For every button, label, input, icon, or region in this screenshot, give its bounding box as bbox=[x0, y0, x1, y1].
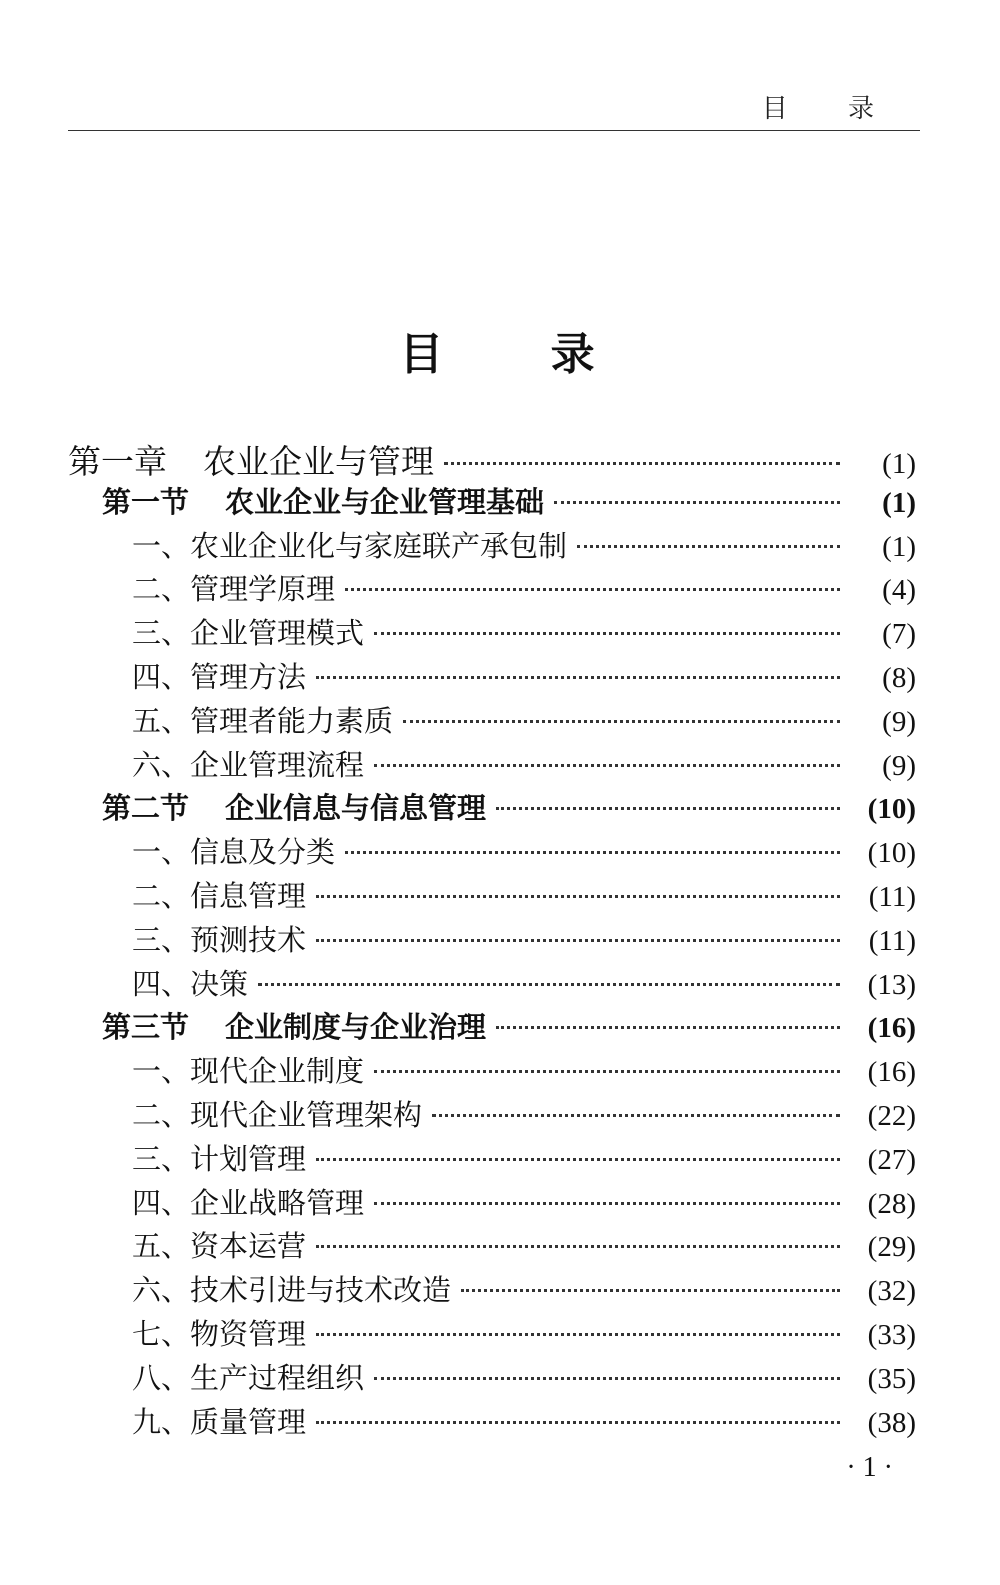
toc-entry-item bbox=[68, 1268, 916, 1312]
toc-leader-dots bbox=[577, 545, 840, 548]
toc-entry-label bbox=[132, 1049, 364, 1090]
toc-entry-number: 六、 bbox=[132, 1273, 191, 1308]
toc-entry-page: (9) bbox=[882, 749, 916, 782]
toc-entry-number: 九、 bbox=[132, 1404, 191, 1439]
toc-entry-title: 质量管理 bbox=[190, 1404, 307, 1439]
toc-entry-page: (10) bbox=[867, 837, 916, 870]
toc-entry-title: 信息管理 bbox=[190, 878, 307, 913]
toc-entry-page: (32) bbox=[867, 1275, 916, 1308]
toc-leader-dots bbox=[316, 1333, 840, 1336]
toc-entry-page: (1) bbox=[882, 530, 916, 563]
toc-entry-item bbox=[68, 743, 916, 787]
toc-entry-page: (38) bbox=[867, 1406, 916, 1439]
toc-entry-number: 七、 bbox=[132, 1316, 191, 1351]
page-number: · 1 · bbox=[846, 1452, 893, 1483]
toc-entry-label bbox=[132, 1268, 451, 1309]
toc-entry-label bbox=[102, 786, 486, 827]
toc-entry-number: 六、 bbox=[132, 747, 191, 782]
toc-entry-label bbox=[132, 699, 393, 740]
toc-entry-number: 四、 bbox=[132, 966, 191, 1001]
toc-entry-number: 一、 bbox=[132, 528, 191, 563]
toc-leader-dots bbox=[316, 895, 840, 898]
toc-entry-number: 第二节 bbox=[102, 791, 190, 826]
toc-entry-label bbox=[132, 1400, 306, 1441]
toc-entry-page: (22) bbox=[867, 1099, 916, 1132]
toc-entry-title: 企业制度与企业治理 bbox=[225, 1010, 487, 1045]
toc-entry-title: 决策 bbox=[190, 966, 249, 1001]
toc-entry-title: 生产过程组织 bbox=[190, 1360, 365, 1395]
toc-entry-label bbox=[132, 962, 248, 1003]
toc-entry-title: 物资管理 bbox=[190, 1316, 307, 1351]
toc-entry-item bbox=[68, 699, 916, 743]
toc-entry-page: (1) bbox=[882, 448, 916, 480]
toc-entry-page: (9) bbox=[882, 705, 916, 738]
toc-leader-dots bbox=[461, 1289, 840, 1292]
toc-entry-page: (28) bbox=[867, 1187, 916, 1220]
toc-leader-dots bbox=[258, 983, 840, 986]
toc-entry-number: 四、 bbox=[132, 1185, 191, 1220]
toc-entry-item bbox=[68, 567, 916, 611]
toc-entry-title: 农业企业化与家庭联产承包制 bbox=[190, 528, 568, 563]
toc-entry-number: 第一章 bbox=[68, 442, 167, 481]
toc-leader-dots bbox=[554, 501, 840, 504]
toc-entry-number: 五、 bbox=[132, 1229, 191, 1264]
toc-entry-item bbox=[68, 1224, 916, 1268]
toc-entry-section bbox=[68, 786, 916, 830]
toc-entry-page: (33) bbox=[867, 1318, 916, 1351]
toc-entry-item bbox=[68, 1093, 916, 1137]
toc-entry-label bbox=[132, 1093, 422, 1134]
toc-entry-page: (11) bbox=[868, 924, 916, 957]
toc-entry-page: (35) bbox=[867, 1362, 916, 1395]
toc-leader-dots bbox=[316, 1245, 840, 1248]
toc-entry-number: 二、 bbox=[132, 878, 191, 913]
toc-leader-dots bbox=[316, 939, 840, 942]
toc-entry-title: 企业信息与信息管理 bbox=[225, 791, 487, 826]
toc-entry-number: 八、 bbox=[132, 1360, 191, 1395]
toc-leader-dots bbox=[374, 632, 840, 635]
toc-leader-dots bbox=[345, 851, 840, 854]
toc-leader-dots bbox=[496, 807, 840, 810]
toc-entry-label bbox=[132, 611, 364, 652]
toc-entry-label bbox=[132, 1356, 364, 1397]
toc-entry-number: 第一节 bbox=[102, 484, 190, 519]
toc-entry-title: 预测技术 bbox=[190, 922, 307, 957]
toc-entry-number: 三、 bbox=[132, 922, 191, 957]
table-of-contents bbox=[68, 436, 916, 1443]
page-title: 目 录 bbox=[399, 329, 641, 380]
toc-entry-number: 三、 bbox=[132, 616, 191, 651]
toc-entry-page: (1) bbox=[882, 486, 916, 519]
toc-entry-label bbox=[102, 480, 544, 521]
toc-leader-dots bbox=[496, 1026, 840, 1029]
toc-entry-number: 二、 bbox=[132, 572, 191, 607]
toc-entry-number: 第三节 bbox=[102, 1010, 190, 1045]
toc-entry-label bbox=[132, 830, 335, 871]
toc-entry-label bbox=[102, 1005, 486, 1046]
toc-entry-label bbox=[132, 1181, 364, 1222]
toc-leader-dots bbox=[316, 676, 840, 679]
toc-entry-title: 农业企业与企业管理基础 bbox=[225, 484, 545, 519]
toc-entry-page: (8) bbox=[882, 661, 916, 694]
toc-leader-dots bbox=[316, 1158, 840, 1161]
toc-entry-item bbox=[68, 962, 916, 1006]
toc-entry-number: 三、 bbox=[132, 1141, 191, 1176]
toc-leader-dots bbox=[374, 1377, 840, 1380]
toc-entry-number: 五、 bbox=[132, 703, 191, 738]
toc-entry-item bbox=[68, 1400, 916, 1444]
toc-entry-label bbox=[132, 524, 567, 565]
toc-entry-title: 信息及分类 bbox=[190, 835, 336, 870]
toc-entry-page: (16) bbox=[867, 1056, 916, 1089]
toc-entry-title: 企业战略管理 bbox=[190, 1185, 365, 1220]
toc-entry-item bbox=[68, 1181, 916, 1225]
toc-entry-title: 现代企业管理架构 bbox=[190, 1097, 423, 1132]
toc-entry-page: (29) bbox=[867, 1231, 916, 1264]
toc-leader-dots bbox=[432, 1114, 840, 1117]
toc-entry-label bbox=[132, 743, 364, 784]
toc-entry-item bbox=[68, 1312, 916, 1356]
toc-entry-label bbox=[132, 874, 306, 915]
toc-leader-dots bbox=[374, 764, 840, 767]
toc-entry-number: 一、 bbox=[132, 835, 191, 870]
toc-entry-chapter bbox=[68, 436, 916, 480]
toc-entry-item bbox=[68, 611, 916, 655]
toc-entry-label bbox=[132, 918, 306, 959]
toc-entry-item bbox=[68, 655, 916, 699]
toc-entry-title: 企业管理流程 bbox=[190, 747, 365, 782]
toc-entry-item bbox=[68, 1137, 916, 1181]
toc-entry-page: (16) bbox=[867, 1012, 916, 1045]
toc-entry-page: (10) bbox=[867, 793, 916, 826]
toc-entry-page: (7) bbox=[882, 618, 916, 651]
toc-leader-dots bbox=[374, 1202, 840, 1205]
toc-entry-label bbox=[68, 436, 434, 483]
toc-entry-item bbox=[68, 874, 916, 918]
toc-entry-label bbox=[132, 1224, 306, 1265]
toc-entry-title: 农业企业与管理 bbox=[203, 442, 434, 481]
toc-entry-page: (13) bbox=[867, 968, 916, 1001]
toc-entry-item bbox=[68, 918, 916, 962]
toc-entry-title: 管理者能力素质 bbox=[190, 703, 394, 738]
toc-leader-dots bbox=[345, 588, 840, 591]
toc-entry-title: 管理方法 bbox=[190, 659, 307, 694]
toc-entry-title: 计划管理 bbox=[190, 1141, 307, 1176]
toc-entry-title: 现代企业制度 bbox=[190, 1054, 365, 1089]
toc-entry-label bbox=[132, 1312, 306, 1353]
toc-entry-label bbox=[132, 567, 335, 608]
toc-entry-item bbox=[68, 1049, 916, 1093]
toc-leader-dots bbox=[444, 462, 840, 465]
toc-entry-number: 二、 bbox=[132, 1097, 191, 1132]
toc-entry-section bbox=[68, 480, 916, 524]
toc-leader-dots bbox=[403, 720, 840, 723]
toc-entry-number: 一、 bbox=[132, 1054, 191, 1089]
toc-entry-title: 企业管理模式 bbox=[190, 616, 365, 651]
toc-entry-title: 资本运营 bbox=[190, 1229, 307, 1264]
toc-entry-section bbox=[68, 1005, 916, 1049]
toc-entry-label bbox=[132, 655, 306, 696]
toc-entry-label bbox=[132, 1137, 306, 1178]
toc-leader-dots bbox=[316, 1421, 840, 1424]
toc-entry-title: 管理学原理 bbox=[190, 572, 336, 607]
toc-entry-title: 技术引进与技术改造 bbox=[190, 1273, 452, 1308]
toc-entry-page: (11) bbox=[868, 880, 916, 913]
toc-entry-item bbox=[68, 524, 916, 568]
header-rule bbox=[68, 130, 920, 131]
toc-entry-item bbox=[68, 830, 916, 874]
toc-entry-page: (4) bbox=[882, 574, 916, 607]
running-head: 目 录 bbox=[761, 94, 900, 124]
toc-entry-page: (27) bbox=[867, 1143, 916, 1176]
toc-leader-dots bbox=[374, 1070, 840, 1073]
toc-entry-number: 四、 bbox=[132, 659, 191, 694]
toc-entry-item bbox=[68, 1356, 916, 1400]
